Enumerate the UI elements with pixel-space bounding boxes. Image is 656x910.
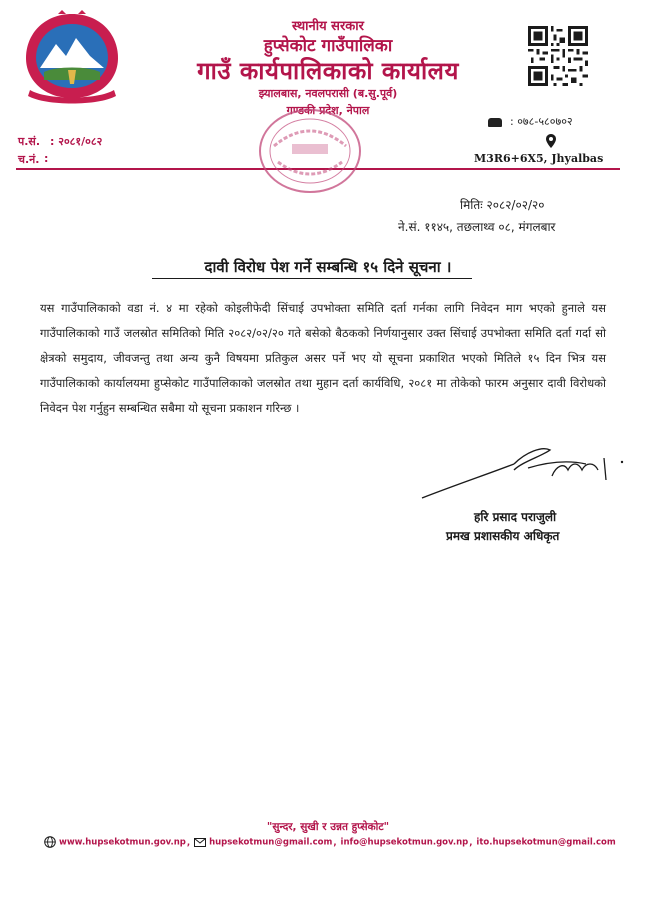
office-seal-stamp [256,106,364,196]
header-municipality-name: हुप्सेकोट गाउँपालिका [263,36,393,56]
footer-email-info[interactable]: info@hupsekotmun.gov.np [340,837,469,848]
qr-code [528,25,588,87]
header-address: झ्यालबास, नवलपरासी (ब.सु.पूर्व) [258,87,398,100]
handwritten-signature [418,440,634,506]
footer-slogan: "सुन्दर, सुखी र उन्नत हुप्सेकोट" [266,821,390,833]
footer-contact-row: www.hupsekotmun.gov.np, hupsekotmun@gmail.com, info@hupsekotmun.gov.np, ito.hupsekotmun@gmail.com [44,836,624,848]
signatory-title: प्रमख प्रशासकीय अधिकृत [446,529,560,543]
notice-title: दावी विरोध पेश गर्ने सम्बन्धि १५ दिने सूचना । [204,258,452,276]
footer-email-primary[interactable]: hupsekotmun@gmail.com [209,837,333,848]
footer-email-ito[interactable]: ito.hupsekotmun@gmail.com [476,837,616,848]
phone-row [488,114,573,129]
location-pin-icon [546,134,556,148]
reference-value: : २०८१/०८२ [50,135,103,148]
notice-body: यस गाउँपालिकाको वडा नं. ४ मा रहेको कोइलीफेदी सिंचाई उपभोक्ता समिति दर्ता गर्नका लागि निवेदन माग भएको हुनाले यस गाउँपालिकाको गाउँ जलस्रोत समितिको मिति २०८२/०२/२० गते बसेको बैठकको निर्णयानुसार उक्त सिंचाई उपभोक्ता समिति दर्ता गर्दा सो क्षेत्रको समुदाय, जीवजन्तु तथा अन्य कुनै विषयमा प्रतिकुल असर पर्ने भए यो सूचना प्रकाशित भएको मितिले १५ दिन भित्र यस गाउँपालिकाको कार्यालयमा हुप्सेकोट गाउँपालिकाको जलस्रोत तथा मुहान दर्ता कार्यविधि, २०८१ मा तोकेको फारम अनुसार दावी विरोधको निवेदन पेश गर्नुहुन सम्बन्धित सबैमा यो सूचना प्रकाशन गरिन्छ । [40,301,606,415]
footer-website[interactable]: www.hupsekotmun.gov.np [58,837,186,848]
issue-date: मितिः २०८२/०२/२० [460,198,545,212]
reference-label: प.सं. [18,135,41,148]
phone-icon [488,118,502,127]
phone-number: : ०७८-५८०७०२ [510,115,573,128]
dispatch-number-value: : [44,152,49,165]
nepal-sambat-date: ने.सं. ११४५, तछलाथ्व ०८, मंगलबार [398,220,556,234]
header-province: गण्डकी प्रदेश, नेपाल [286,104,370,117]
header-office-name: गाउँ कार्यपालिकाको कार्यालय [197,57,459,85]
title-underline [152,278,472,279]
signatory-name: हरि प्रसाद पराजुली [474,510,557,524]
globe-icon [44,836,56,848]
dispatch-number-label: च.नं. [18,153,40,166]
plus-code-location: M3R6+6X5, Jhyalbas [474,152,604,165]
mail-icon [194,838,206,847]
header-local-government: स्थानीय सरकार [292,19,364,34]
